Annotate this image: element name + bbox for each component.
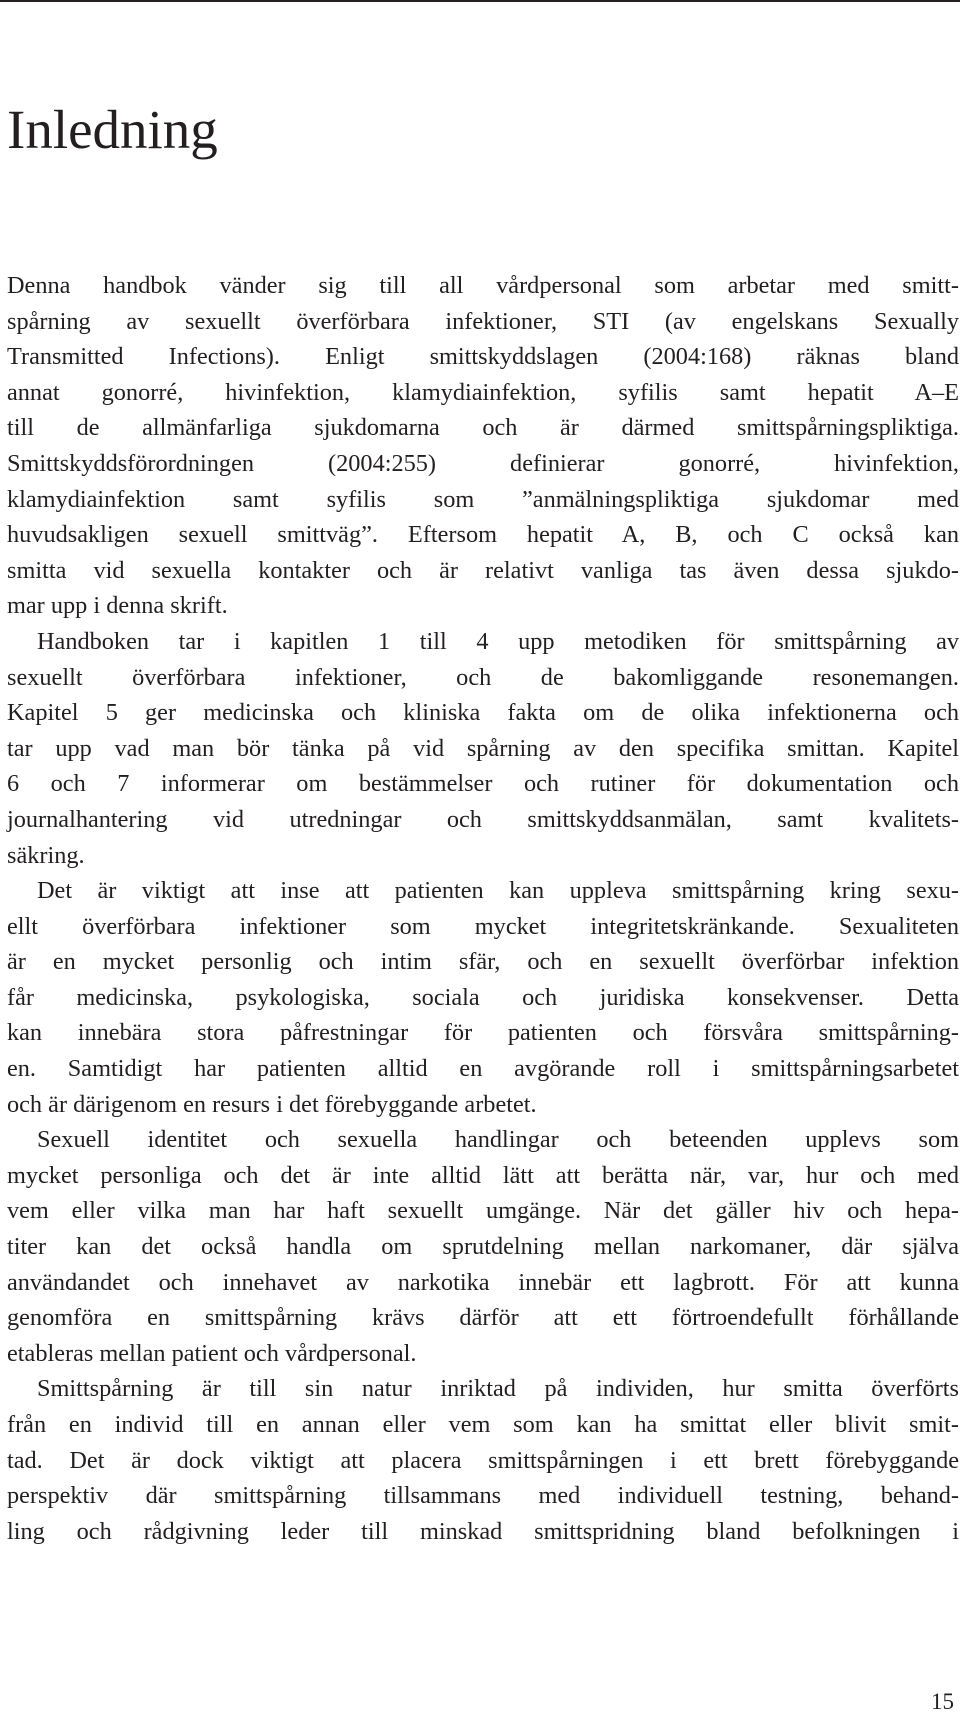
text-line: titer kan det också handla om sprutdelning mellan narkomaner, där själva — [7, 1233, 959, 1261]
text-line: perspektiv där smittspårning tillsammans med individuell testning, behand- — [7, 1482, 959, 1510]
text-line: 6 och 7 informerar om bestämmelser och rutiner för dokumentation och — [7, 770, 959, 798]
text-line: Handboken tar i kapitlen 1 till 4 upp metodiken för smittspårning av — [37, 627, 959, 655]
text-line: mar upp i denna skrift. — [7, 592, 228, 620]
chapter-title: Inledning — [7, 99, 218, 160]
text-line: smitta vid sexuella kontakter och är relativt vanliga tas även dessa sjukdo- — [7, 556, 959, 584]
page-number: 15 — [931, 1689, 954, 1714]
text-line: säkring. — [7, 841, 85, 869]
text-line: etableras mellan patient och vårdpersonal. — [7, 1339, 417, 1367]
text-line: Denna handbok vänder sig till all vårdpersonal som arbetar med smitt- — [7, 272, 959, 299]
text-line: Smittskyddsförordningen (2004:255) definierar gonorré, hivinfektion, — [7, 449, 959, 477]
text-line: mycket personliga och det är inte alltid lätt att berätta när, var, hur och med — [7, 1161, 959, 1189]
text-line: Kapitel 5 ger medicinska och kliniska fakta om de olika infektionerna och — [7, 699, 959, 727]
text-line: och är därigenom en resurs i det förebyggande arbetet. — [7, 1090, 537, 1118]
text-line: till de allmänfarliga sjukdomarna och är därmed smittspårningspliktiga. — [7, 414, 959, 442]
text-line: Transmitted Infections). Enligt smittskyddslagen (2004:168) räknas bland — [7, 343, 959, 371]
text-line: ellt överförbara infektioner som mycket integritetskränkande. Sexualiteten — [7, 912, 959, 940]
text-line: tad. Det är dock viktigt att placera smittspårningen i ett brett förebyggande — [7, 1446, 959, 1474]
text-line: huvudsakligen sexuell smittväg”. Eftersom hepatit A, B, och C också kan — [7, 521, 959, 549]
text-line: får medicinska, psykologiska, sociala och juridiska konsekvenser. Detta — [7, 983, 959, 1011]
text-line: Sexuell identitet och sexuella handlingar och beteenden upplevs som — [37, 1126, 959, 1154]
text-line: journalhantering vid utredningar och smittskyddsanmälan, samt kvalitets- — [7, 805, 959, 833]
text-line: Smittspårning är till sin natur inriktad på individen, hur smitta överförts — [37, 1375, 959, 1403]
text-line: annat gonorré, hivinfektion, klamydiainfektion, syfilis samt hepatit A–E — [7, 378, 959, 406]
text-line: kan innebära stora påfrestningar för patienten och försvåra smittspårning- — [7, 1019, 959, 1047]
text-line: spårning av sexuellt överförbara infektioner, STI (av engelskans Sexually — [7, 307, 959, 335]
text-line: från en individ till en annan eller vem som kan ha smittat eller blivit smit- — [7, 1411, 959, 1438]
text-line: tar upp vad man bör tänka på vid spårning av den specifika smittan. Kapitel — [7, 734, 959, 762]
text-line: klamydiainfektion samt syfilis som ”anmälningspliktiga sjukdomar med — [7, 485, 959, 513]
text-line: vem eller vilka man har haft sexuellt umgänge. När det gäller hiv och hepa- — [7, 1197, 959, 1225]
text-line: är en mycket personlig och intim sfär, och en sexuellt överförbar infektion — [7, 948, 959, 976]
top-rule — [0, 0, 960, 2]
body-text — [7, 268, 959, 1549]
text-line: Det är viktigt att inse att patienten kan uppleva smittspårning kring sexu- — [37, 877, 959, 905]
text-line: ling och rådgivning leder till minskad smittspridning bland befolkningen i — [7, 1517, 959, 1545]
text-line: sexuellt överförbara infektioner, och de bakomliggande resonemangen. — [7, 663, 959, 691]
text-line: genomföra en smittspårning krävs därför att ett förtroendefullt förhållande — [7, 1304, 959, 1332]
text-line: en. Samtidigt har patienten alltid en avgörande roll i smittspårningsarbetet — [7, 1055, 959, 1083]
text-line: användandet och innehavet av narkotika innebär ett lagbrott. För att kunna — [7, 1268, 959, 1296]
